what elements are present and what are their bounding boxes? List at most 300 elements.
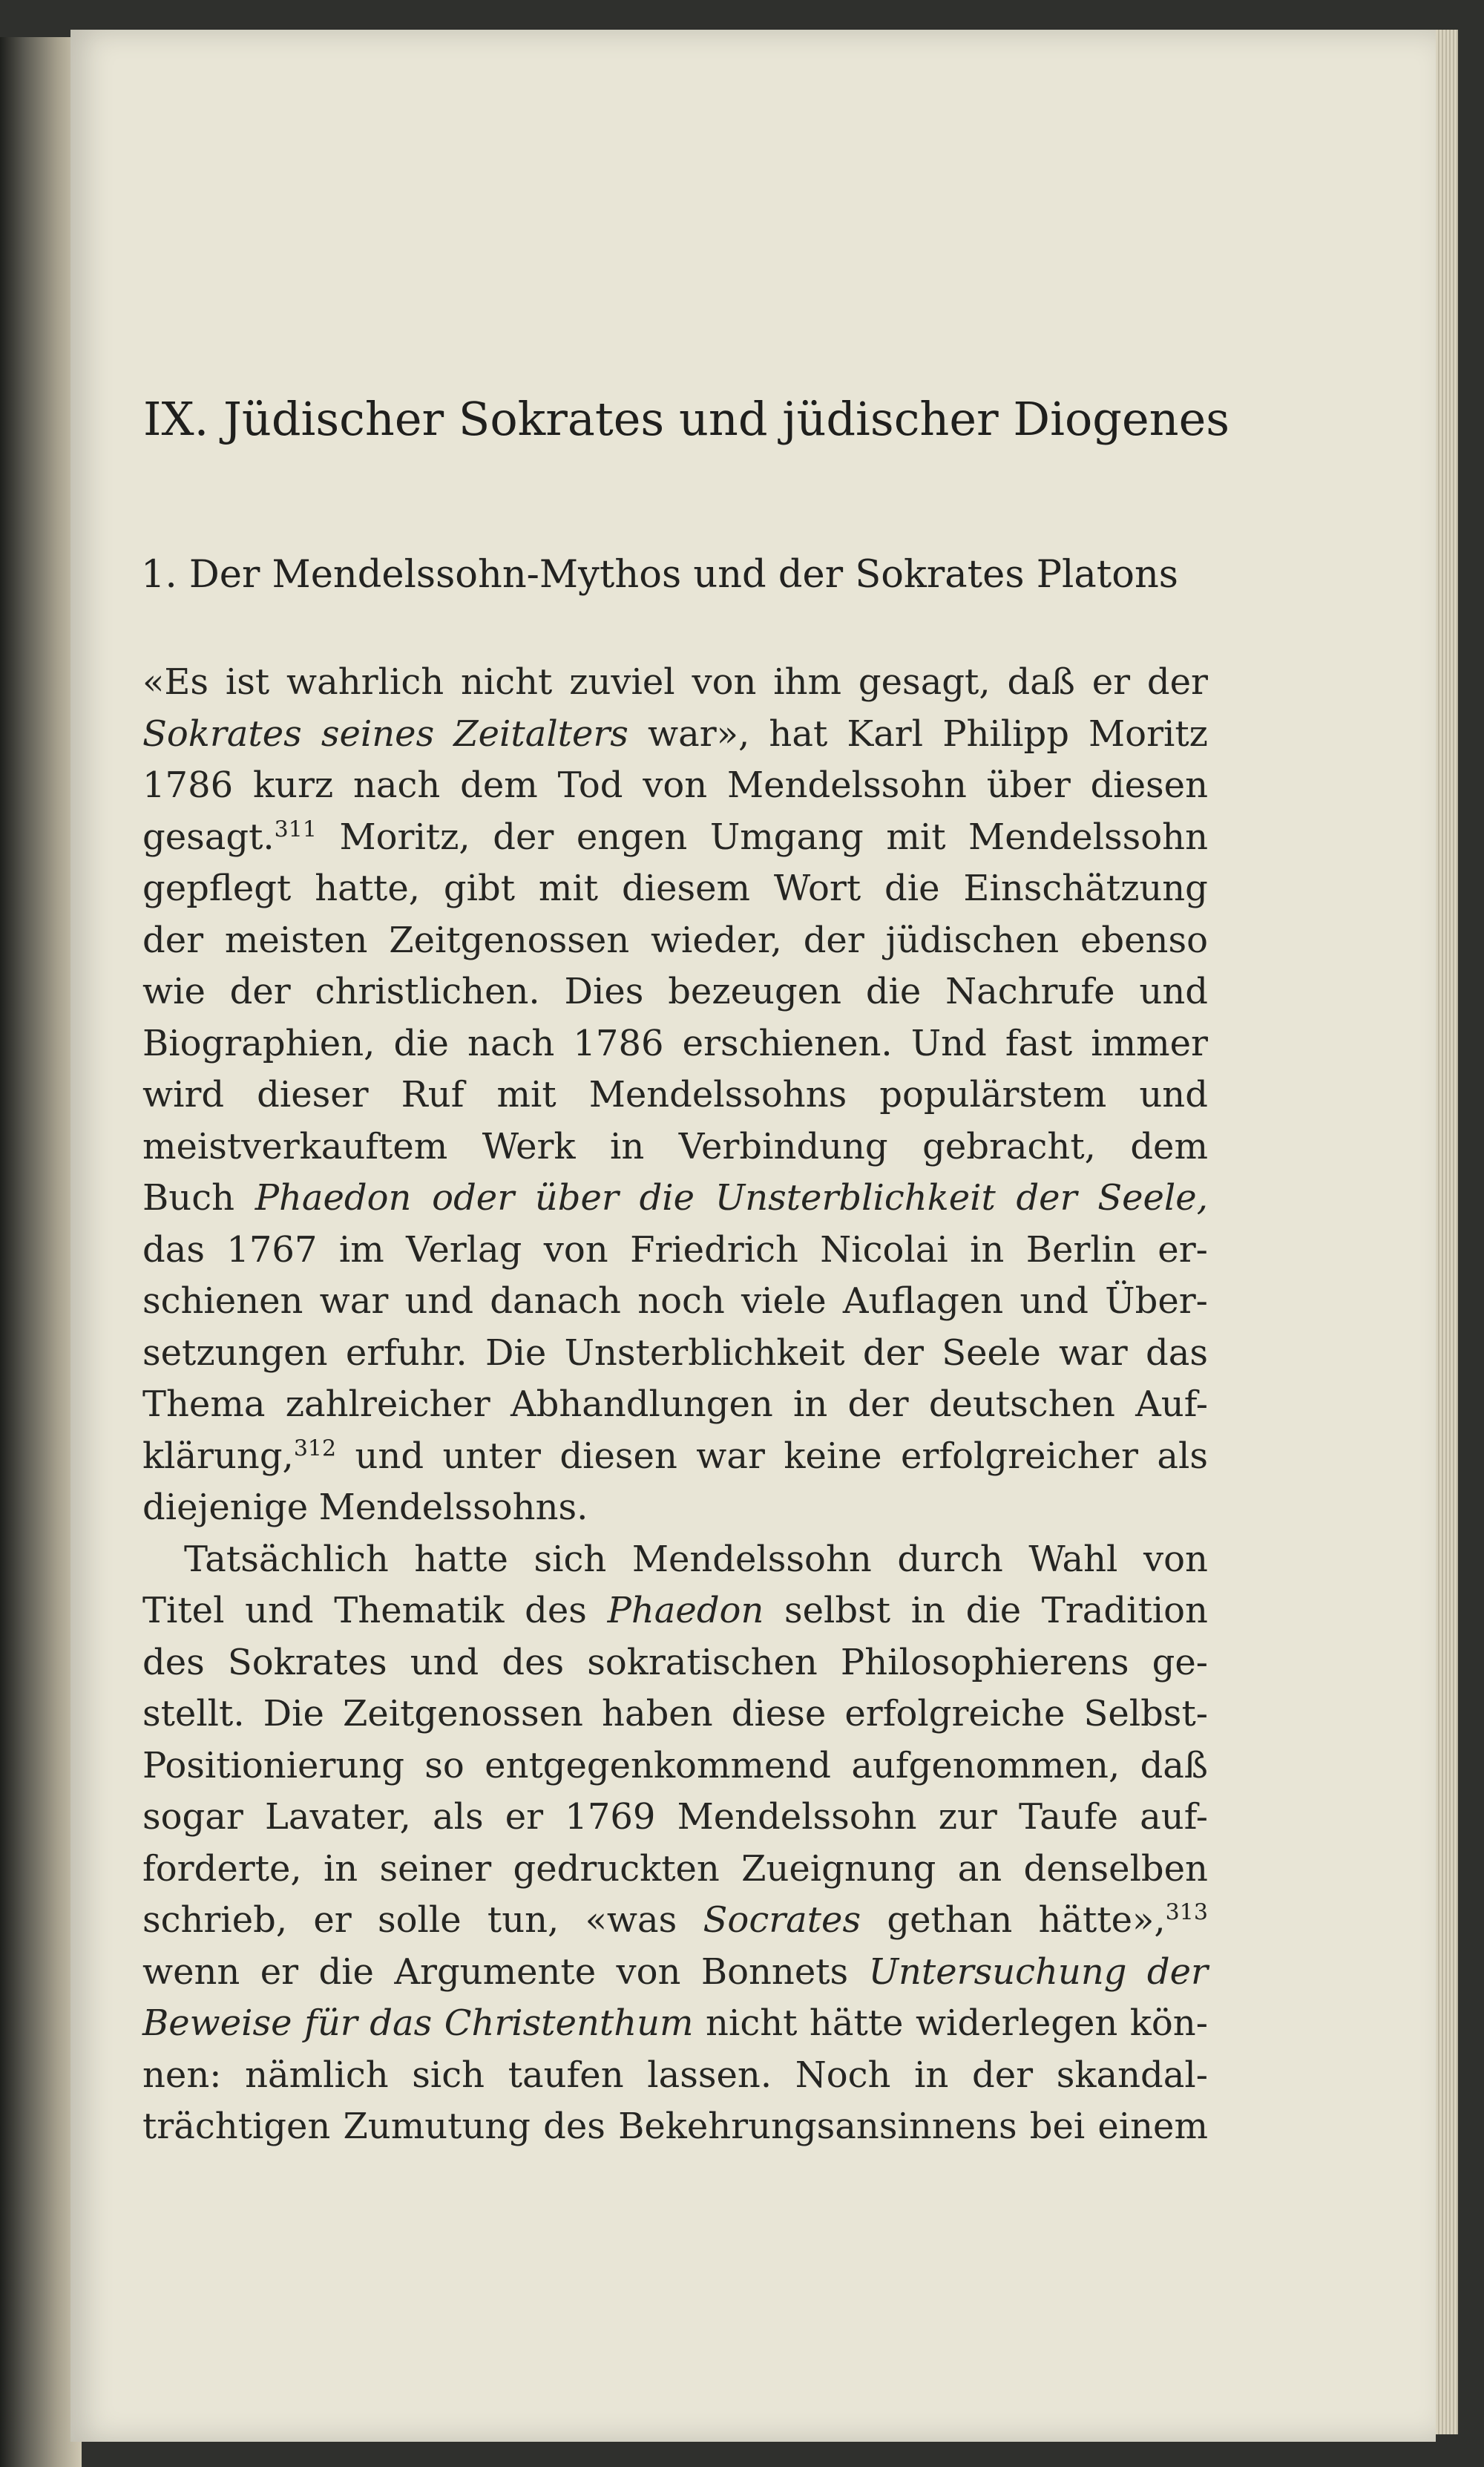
word bbox=[683, 1018, 893, 1070]
word-text: wahrlich bbox=[286, 661, 444, 703]
word bbox=[972, 2050, 1033, 2102]
word-text: Mendelssohns. bbox=[318, 1487, 588, 1528]
word bbox=[142, 812, 317, 864]
word bbox=[841, 1637, 1129, 1689]
word bbox=[461, 657, 552, 709]
word-text: Mendelssohn bbox=[677, 1796, 917, 1838]
word bbox=[334, 1585, 504, 1637]
word-text: Moritz, bbox=[339, 816, 470, 858]
word bbox=[544, 1225, 608, 1277]
word-text: Thema bbox=[142, 1383, 266, 1425]
word bbox=[378, 1895, 462, 1947]
word-text: unter bbox=[442, 1435, 541, 1477]
word bbox=[393, 1018, 448, 1070]
word-text: der bbox=[1016, 1177, 1077, 1219]
text-line bbox=[142, 1121, 1208, 1173]
word bbox=[741, 1276, 827, 1328]
word bbox=[1135, 1379, 1208, 1431]
word-text: stellt. bbox=[142, 1693, 245, 1734]
word bbox=[432, 1173, 514, 1225]
word bbox=[901, 1431, 1138, 1483]
word-text: noch bbox=[637, 1280, 725, 1322]
word bbox=[1016, 1173, 1077, 1225]
word-text: erfolgreiche bbox=[844, 1693, 1066, 1734]
word-text: Über- bbox=[1105, 1280, 1208, 1322]
word bbox=[433, 1792, 484, 1844]
word-text: dem bbox=[460, 764, 538, 806]
word bbox=[321, 709, 434, 761]
text-line bbox=[142, 1792, 1208, 1844]
word-text: populärstem bbox=[879, 1074, 1107, 1115]
word-text: 1786 bbox=[573, 1022, 664, 1064]
word-text: 1769 bbox=[565, 1796, 656, 1838]
word-text: seines bbox=[321, 712, 435, 755]
text-line bbox=[142, 1947, 1208, 1999]
word bbox=[648, 709, 749, 761]
word-text: er bbox=[505, 1796, 544, 1838]
word bbox=[692, 657, 756, 709]
text-line bbox=[142, 1482, 1208, 1534]
word-text: viele bbox=[741, 1280, 827, 1322]
word bbox=[793, 1379, 827, 1431]
word bbox=[315, 966, 540, 1018]
word bbox=[142, 1225, 205, 1277]
word-text: christlichen. bbox=[315, 971, 540, 1012]
word-text: kurz bbox=[252, 764, 334, 806]
word bbox=[1139, 1069, 1208, 1121]
word bbox=[784, 1431, 881, 1483]
word-text: zuviel bbox=[569, 661, 675, 703]
word-text: Ruf bbox=[401, 1074, 464, 1115]
word bbox=[1158, 1225, 1208, 1277]
word-text: diesem bbox=[621, 868, 750, 909]
word bbox=[324, 1844, 358, 1896]
word-text: auf- bbox=[1140, 1796, 1208, 1838]
chapter-title: IX. Jüdischer Sokrates und jüdischer Diogenes bbox=[143, 392, 1230, 446]
facing-page-edge bbox=[0, 37, 82, 2467]
word-text: daß bbox=[1007, 661, 1075, 703]
word-text: Verlag bbox=[406, 1228, 522, 1271]
word bbox=[1143, 1534, 1208, 1586]
word bbox=[987, 760, 1071, 812]
footnote-marker: 313 bbox=[1165, 1899, 1208, 1926]
word bbox=[929, 1379, 1115, 1431]
word bbox=[1152, 1637, 1208, 1689]
word bbox=[260, 1947, 298, 1999]
word-text: dem bbox=[1130, 1125, 1208, 1167]
word-text: die bbox=[965, 1590, 1022, 1631]
word-text: 1786 bbox=[142, 764, 234, 806]
word bbox=[225, 915, 368, 967]
word bbox=[886, 915, 1060, 967]
word-text: kön- bbox=[1129, 2002, 1208, 2044]
word-text: Und bbox=[910, 1022, 987, 1064]
word bbox=[510, 1379, 773, 1431]
word-text: gedruckten bbox=[513, 1847, 720, 1890]
word bbox=[453, 709, 628, 761]
word-text: sich bbox=[412, 2054, 485, 2096]
word bbox=[142, 760, 233, 812]
word-text: Friedrich bbox=[630, 1228, 798, 1271]
word bbox=[1097, 2101, 1208, 2153]
word-text: Die bbox=[485, 1331, 547, 1374]
word bbox=[640, 1173, 695, 1225]
word bbox=[1057, 2050, 1208, 2102]
word-text: Titel bbox=[142, 1590, 225, 1631]
word bbox=[394, 1947, 596, 1999]
text-line bbox=[142, 1018, 1208, 1070]
word-text: Auf- bbox=[1135, 1383, 1208, 1425]
word bbox=[487, 1895, 559, 1947]
word bbox=[939, 1792, 997, 1844]
word-text: gibt bbox=[443, 868, 515, 909]
word bbox=[1130, 1998, 1208, 2050]
word bbox=[618, 2101, 1017, 2153]
word bbox=[916, 1998, 1117, 2050]
word-text: aufgenommen, bbox=[851, 1744, 1120, 1786]
text-line bbox=[142, 966, 1208, 1018]
word-text: Tatsächlich bbox=[184, 1538, 389, 1580]
word bbox=[525, 1585, 587, 1637]
word bbox=[493, 812, 554, 864]
word-text: hat bbox=[769, 712, 828, 755]
text-line bbox=[142, 1069, 1208, 1121]
word-text: ihm bbox=[773, 661, 842, 703]
text-line bbox=[142, 1328, 1208, 1380]
word bbox=[405, 1276, 474, 1328]
word-text: Unsterblichkeit bbox=[564, 1331, 845, 1374]
word-text: das bbox=[142, 1228, 205, 1271]
word-text: taufen bbox=[508, 2054, 624, 2096]
text-line bbox=[142, 1431, 1208, 1483]
text-line bbox=[142, 1998, 1208, 2050]
word-text: oder bbox=[432, 1177, 515, 1219]
word bbox=[142, 1069, 224, 1121]
word bbox=[184, 1534, 389, 1586]
word bbox=[142, 1998, 292, 2050]
word-text: Philipp bbox=[942, 712, 1069, 755]
word bbox=[647, 2050, 772, 2102]
word-text: engen bbox=[576, 816, 688, 858]
word bbox=[533, 1534, 606, 1586]
word-text: war», bbox=[648, 712, 750, 755]
word-text: hätte bbox=[809, 2002, 904, 2044]
word-text: im bbox=[338, 1228, 384, 1271]
word bbox=[706, 1998, 797, 2050]
word-text: Untersuchung bbox=[868, 1950, 1127, 1993]
word bbox=[968, 812, 1208, 864]
word-text: sokratischen bbox=[587, 1641, 818, 1683]
word-text: Mendelssohn bbox=[968, 816, 1208, 858]
word bbox=[630, 1225, 798, 1277]
section-title: 1. Der Mendelssohn-Mythos und der Sokrates Platons bbox=[141, 553, 1178, 597]
word-text: Verbindung bbox=[678, 1125, 888, 1167]
word bbox=[1130, 1121, 1208, 1173]
word bbox=[142, 1895, 287, 1947]
text-line bbox=[142, 1895, 1208, 1947]
word-text: Seele, bbox=[1097, 1177, 1208, 1219]
word bbox=[565, 966, 644, 1018]
word bbox=[942, 1328, 1040, 1380]
word bbox=[535, 1173, 619, 1225]
word bbox=[142, 1740, 404, 1792]
word-text: Werk bbox=[482, 1125, 576, 1167]
word-text: als bbox=[433, 1796, 484, 1838]
word-text: der bbox=[1146, 661, 1208, 703]
word bbox=[265, 1792, 411, 1844]
text-line bbox=[142, 812, 1208, 864]
word-text: erschienen. bbox=[682, 1022, 893, 1064]
word-text: durch bbox=[897, 1538, 1003, 1580]
word-text: wird bbox=[142, 1074, 225, 1115]
word-text: und bbox=[245, 1590, 314, 1631]
word bbox=[253, 760, 333, 812]
word bbox=[1091, 1018, 1208, 1070]
word-text: er bbox=[260, 1950, 299, 1993]
word-text: ge- bbox=[1152, 1641, 1208, 1683]
word bbox=[414, 1534, 508, 1586]
word bbox=[1023, 1844, 1207, 1896]
word-text: solle bbox=[378, 1899, 462, 1941]
word bbox=[142, 915, 203, 967]
word-text: von bbox=[616, 1950, 681, 1993]
word-text: in bbox=[914, 2054, 949, 2096]
word bbox=[410, 1637, 479, 1689]
word bbox=[142, 1173, 234, 1225]
word-text: Unsterblichkeit bbox=[715, 1177, 996, 1219]
word-text: Karl bbox=[847, 712, 924, 755]
word-text: Tod bbox=[557, 764, 623, 806]
word-text: über bbox=[534, 1177, 619, 1219]
word-text: forderte, bbox=[142, 1847, 302, 1890]
word bbox=[142, 1482, 308, 1534]
word-text: erfuhr. bbox=[345, 1331, 467, 1374]
word bbox=[558, 760, 623, 812]
word bbox=[727, 760, 967, 812]
word bbox=[355, 1431, 424, 1483]
word bbox=[142, 1276, 303, 1328]
word-text: der bbox=[142, 919, 204, 961]
word bbox=[1020, 1276, 1089, 1328]
word bbox=[142, 657, 209, 709]
word-text: diese bbox=[731, 1693, 827, 1734]
word-text: jüdischen bbox=[885, 919, 1060, 961]
word bbox=[1097, 1173, 1208, 1225]
word bbox=[482, 1121, 576, 1173]
word bbox=[869, 1947, 1127, 1999]
word-text: Positionierung bbox=[142, 1744, 404, 1786]
word-text: Buch bbox=[142, 1177, 234, 1219]
word bbox=[142, 709, 302, 761]
word bbox=[1157, 1431, 1208, 1483]
word-text: entgegenkommend bbox=[485, 1744, 832, 1786]
word-text: «was bbox=[585, 1899, 677, 1941]
word-text: nen: bbox=[142, 2054, 222, 2096]
word bbox=[795, 2050, 891, 2102]
word-text: mit bbox=[496, 1074, 556, 1115]
word bbox=[1005, 1018, 1072, 1070]
text-line bbox=[142, 1173, 1208, 1225]
word bbox=[637, 1276, 725, 1328]
word-text: und bbox=[404, 1280, 474, 1322]
word bbox=[1092, 657, 1130, 709]
word bbox=[887, 1895, 1012, 1947]
word bbox=[226, 657, 269, 709]
word-text: zahlreicher bbox=[285, 1383, 490, 1425]
word bbox=[142, 2050, 221, 2102]
word-text: Mendelssohns bbox=[588, 1074, 847, 1115]
word-text: wenn bbox=[142, 1950, 240, 1993]
word-text: Wort bbox=[773, 868, 861, 909]
word bbox=[773, 657, 841, 709]
word bbox=[142, 1431, 336, 1483]
text-line bbox=[142, 657, 1208, 709]
word-text: von bbox=[1143, 1538, 1208, 1580]
word bbox=[914, 2050, 948, 2102]
word-text: Seele bbox=[942, 1331, 1041, 1374]
word-text: Nicolai bbox=[820, 1228, 948, 1271]
word bbox=[346, 1328, 467, 1380]
word bbox=[508, 2050, 624, 2102]
word bbox=[1042, 1585, 1208, 1637]
word-text: daß bbox=[1140, 1744, 1208, 1786]
word-text: von bbox=[643, 764, 708, 806]
word bbox=[632, 1534, 872, 1586]
word-text: ist bbox=[225, 661, 270, 703]
text-line bbox=[142, 709, 1208, 761]
word-text: Bekehrungsansinnens bbox=[618, 2106, 1017, 2147]
word bbox=[701, 1947, 848, 1999]
body-text bbox=[142, 657, 1208, 2153]
word-text: und bbox=[355, 1435, 424, 1477]
word bbox=[230, 966, 291, 1018]
word-text: Auflagen bbox=[842, 1280, 1004, 1322]
word bbox=[565, 1328, 845, 1380]
word-text: Zeitalters bbox=[453, 712, 628, 755]
word bbox=[602, 1688, 713, 1740]
word-text: gepflegt bbox=[142, 868, 292, 909]
word bbox=[848, 1379, 909, 1431]
word bbox=[696, 1431, 765, 1483]
word-text: sich bbox=[533, 1538, 607, 1580]
word bbox=[505, 1792, 543, 1844]
word bbox=[966, 1585, 1021, 1637]
word-text: das bbox=[1146, 1331, 1208, 1374]
word-text: nicht bbox=[460, 661, 553, 703]
word-text: und bbox=[1139, 971, 1208, 1012]
word-text: er bbox=[1091, 661, 1131, 703]
word-text: Christenthum bbox=[444, 2002, 694, 2044]
word-text: der bbox=[972, 2054, 1034, 2096]
word-text: er- bbox=[1158, 1228, 1208, 1271]
word bbox=[380, 1844, 492, 1896]
word-text: Mendelssohn bbox=[727, 764, 967, 806]
word-text: diejenige bbox=[142, 1487, 309, 1528]
word bbox=[485, 1328, 546, 1380]
word-text: Zueignung bbox=[741, 1847, 936, 1890]
text-line bbox=[142, 1844, 1208, 1896]
word bbox=[339, 812, 470, 864]
word-text: Wahl bbox=[1028, 1538, 1118, 1580]
word bbox=[858, 657, 991, 709]
word bbox=[804, 915, 864, 967]
word bbox=[863, 1328, 924, 1380]
word-text: selbst bbox=[784, 1590, 891, 1631]
word bbox=[1139, 966, 1208, 1018]
word-text: gebracht, bbox=[922, 1125, 1096, 1167]
word bbox=[485, 1740, 831, 1792]
word-text: setzungen bbox=[142, 1331, 328, 1374]
word-text: in bbox=[970, 1228, 1005, 1271]
text-line bbox=[142, 1534, 1208, 1586]
word-text: diesen bbox=[559, 1435, 677, 1477]
word-text: hätte», bbox=[1038, 1899, 1166, 1941]
word bbox=[460, 760, 538, 812]
word-text: Phaedon bbox=[255, 1177, 412, 1219]
word-text: gethan bbox=[887, 1899, 1013, 1941]
word bbox=[587, 1637, 818, 1689]
word-text: Dies bbox=[564, 971, 644, 1012]
word bbox=[245, 1585, 314, 1637]
word-text: der bbox=[847, 1383, 909, 1425]
word bbox=[1089, 709, 1208, 761]
word bbox=[318, 1947, 373, 1999]
word-text: wieder, bbox=[650, 919, 782, 961]
text-line bbox=[142, 2101, 1208, 2153]
text-line bbox=[142, 1688, 1208, 1740]
word bbox=[245, 2050, 389, 2102]
word bbox=[610, 1121, 644, 1173]
word bbox=[406, 1225, 522, 1277]
word bbox=[732, 1688, 827, 1740]
word bbox=[1091, 760, 1208, 812]
word bbox=[1146, 1328, 1208, 1380]
word bbox=[142, 1637, 205, 1689]
word-text: des bbox=[502, 1641, 565, 1683]
word-text: bezeugen bbox=[668, 971, 841, 1012]
text-line bbox=[142, 2050, 1208, 2102]
word bbox=[844, 1688, 1065, 1740]
word-text: war bbox=[696, 1435, 765, 1477]
word-text: in bbox=[910, 1590, 945, 1631]
word-text: Zumutung bbox=[343, 2106, 531, 2147]
word bbox=[651, 915, 782, 967]
word bbox=[1147, 1947, 1208, 1999]
word bbox=[970, 1225, 1004, 1277]
word-text: der bbox=[803, 919, 864, 961]
word bbox=[958, 1844, 1002, 1896]
word bbox=[286, 1379, 490, 1431]
word bbox=[255, 1173, 412, 1225]
word bbox=[1019, 1792, 1118, 1844]
word-text: Philosophierens bbox=[840, 1641, 1129, 1683]
word bbox=[370, 1998, 432, 2050]
word-text: Umgang bbox=[709, 816, 864, 858]
word bbox=[142, 1844, 302, 1896]
word bbox=[142, 1688, 245, 1740]
word-text: 1767 bbox=[226, 1228, 318, 1271]
word bbox=[703, 1895, 861, 1947]
word bbox=[1147, 657, 1208, 709]
word-text: Thematik bbox=[334, 1590, 505, 1631]
word bbox=[784, 1585, 890, 1637]
word-text: des bbox=[525, 1590, 587, 1631]
word bbox=[820, 1225, 948, 1277]
word-text: tun, bbox=[487, 1899, 559, 1941]
word-text: die bbox=[393, 1022, 449, 1064]
text-line bbox=[142, 1740, 1208, 1792]
word bbox=[142, 1018, 375, 1070]
